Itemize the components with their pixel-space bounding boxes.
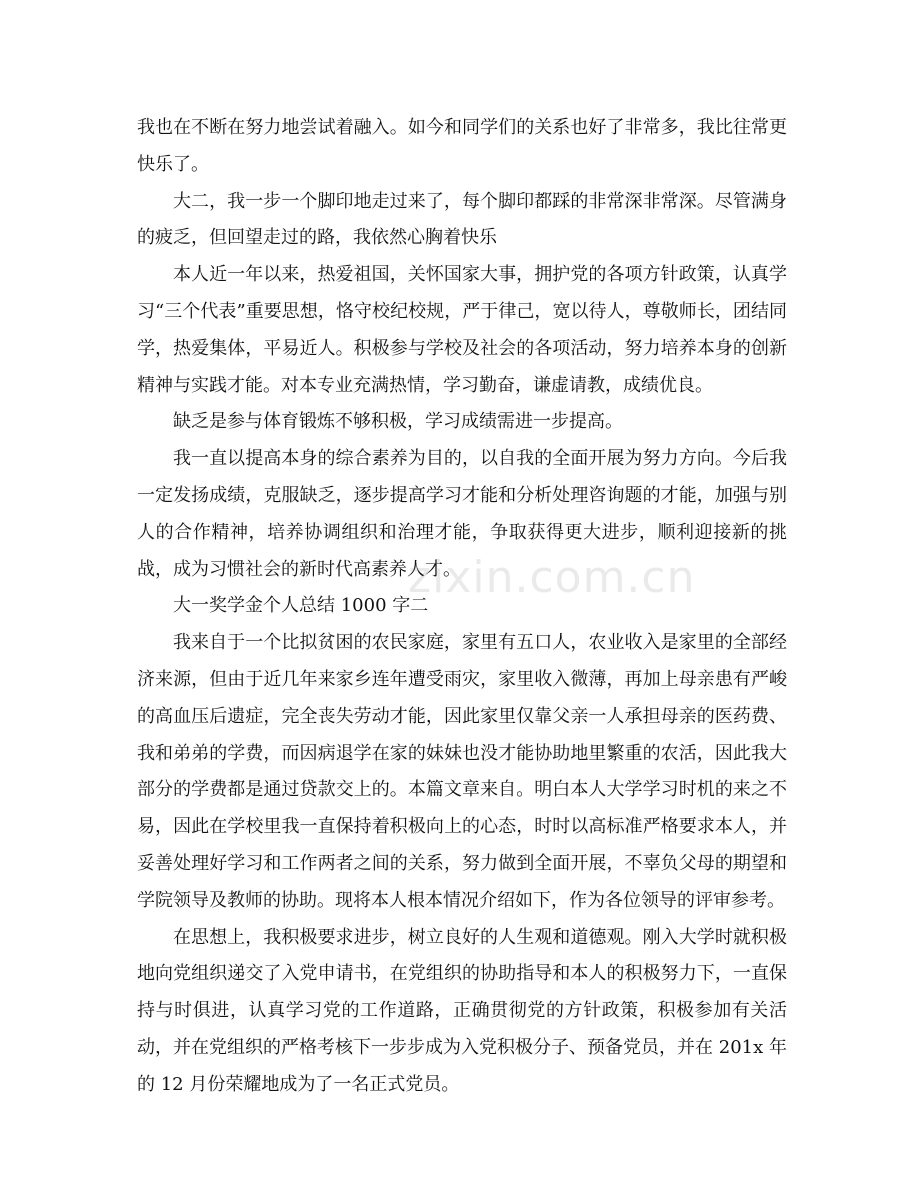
paragraph-6: 我来自于一个比拟贫困的农民家庭，家里有五口人，农业收入是家里的全部经济来源，但由于近几年来家乡连年遭受雨灾，家里收入微薄，再加上母亲患有严峻的高血压后遗症，完全丧失劳动才能，因此家里仅靠父亲一人承担母亲的医药费、我和弟弟的学费，而因病退学在家的妹妹也没才能协助地里繁重的农活，因此我大部分的学费都是通过贷款交上的。本篇文章来自。明白本人大学学习时机的来之不易，因此在学校里我一直保持着积极向上的心态，时时以高标准严格要求本人，并妥善处理好学习和工作两者之间的关系，努力做到全面开展，不辜负父母的期望和学院领导及教师的协助。现将本人根本情况介绍如下，作为各位领导的评审参考。 bbox=[137, 632, 787, 911]
watermark: zixin.com.cn bbox=[408, 552, 696, 603]
section-heading: 大一奖学金个人总结 1000 字二 bbox=[173, 595, 429, 617]
document-body bbox=[137, 110, 787, 1104]
paragraph-1: 我也在不断在努力地尝试着融入。如今和同学们的关系也好了非常多，我比往常更快乐了。 bbox=[137, 117, 787, 175]
paragraph-3: 本人近一年以来，热爱祖国，关怀国家大事，拥护党的各项方针政策，认真学习“三个代表”重要思想，恪守校纪校规，严于律己，宽以待人，尊敬师长，团结同学，热爱集体，平易近人。积极参与学校及社会的各项活动，努力培养本身的创新精神与实践才能。对本专业充满热情，学习勤奋，谦虚请教，成绩优良。 bbox=[137, 264, 787, 396]
paragraph-7: 在思想上，我积极要求进步，树立良好的人生观和道德观。刚入大学时就积极地向党组织递交了入党申请书，在党组织的协助指导和本人的积极努力下，一直保持与时俱进，认真学习党的工作道路，正确贯彻党的方针政策，积极参加有关活动，并在党组织的严格考核下一步步成为入党积极分子、预备党员，并在 201x 年的 12 月份荣耀地成为了一名正式党员。 bbox=[137, 926, 787, 1095]
paragraph-4: 缺乏是参与体育锻炼不够积极，学习成绩需进一步提高。 bbox=[173, 411, 623, 433]
paragraph-2: 大二，我一步一个脚印地走过来了，每个脚印都踩的非常深非常深。尽管满身的疲乏，但回望走过的路，我依然心胸着快乐 bbox=[137, 190, 787, 249]
paragraph-5: 我一直以提高本身的综合素养为目的，以自我的全面开展为努力方向。今后我一定发扬成绩，克服缺乏，逐步提高学习才能和分析处理咨询题的才能，加强与别人的合作精神，培养协调组织和治理才能，争取获得更大进步，顺利迎接新的挑战，成为习惯社会的新时代高素养人才。 bbox=[137, 448, 787, 580]
